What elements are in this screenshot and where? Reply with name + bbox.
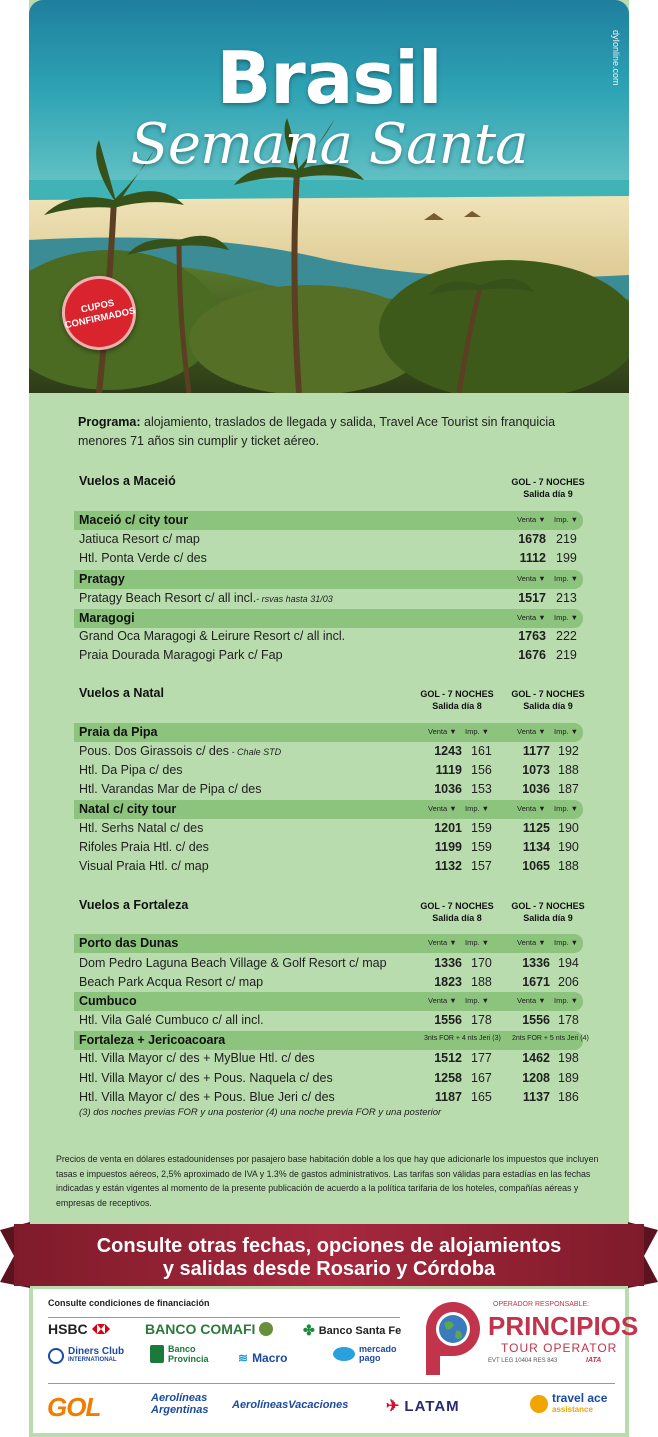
column-header-label: GOL - 7 NOCHES bbox=[511, 689, 585, 699]
banner-text bbox=[0, 1235, 658, 1281]
imp-label: Imp. ▼ bbox=[554, 804, 579, 813]
hotel-row bbox=[79, 821, 203, 835]
venta-price: 1201 bbox=[434, 821, 462, 835]
hotel-name: Pratagy Beach Resort c/ all incl. bbox=[79, 591, 257, 605]
venta-price: 1073 bbox=[522, 763, 550, 777]
imp-price: 159 bbox=[471, 821, 492, 835]
imp-label: Imp. ▼ bbox=[554, 574, 579, 583]
venta-label: Venta ▼ bbox=[517, 515, 546, 524]
venta-price: 1462 bbox=[522, 1051, 550, 1065]
iata-logo: IATA bbox=[586, 1357, 602, 1364]
imp-label: Imp. ▼ bbox=[554, 727, 579, 736]
venta-price: 1065 bbox=[522, 859, 550, 873]
venta-price: 1243 bbox=[434, 744, 462, 758]
imp-price: 157 bbox=[471, 859, 492, 873]
imp-label: Imp. ▼ bbox=[465, 938, 490, 947]
banner-line-2: y salidas desde Rosario y Córdoba bbox=[162, 1258, 496, 1280]
banco-comafi-logo: BANCO COMAFI bbox=[145, 1321, 273, 1337]
group-name: Maragogi bbox=[79, 611, 135, 625]
hotel-note: - Chale STD bbox=[229, 747, 282, 757]
venta-label: Venta ▼ bbox=[428, 996, 457, 1005]
principios-logo-text: PRINCIPIOS bbox=[488, 1311, 639, 1341]
venta-label: Venta ▼ bbox=[517, 804, 546, 813]
venta-price: 1823 bbox=[434, 975, 462, 989]
hotel-name: Dom Pedro Laguna Beach Village & Golf Resort c/ map bbox=[79, 956, 387, 970]
venta-price: 1336 bbox=[434, 956, 462, 970]
imp-price: 161 bbox=[471, 744, 492, 758]
imp-price: 178 bbox=[558, 1013, 579, 1027]
hero-image bbox=[29, 0, 629, 393]
column-header-fortaleza-2 bbox=[508, 900, 588, 924]
hotel-row bbox=[79, 840, 209, 854]
column-header-natal-2 bbox=[508, 688, 588, 712]
venta-price: 1556 bbox=[522, 1013, 550, 1027]
group-header-natal-city-tour bbox=[74, 800, 583, 819]
hotel-name: Rifoles Praia Htl. c/ des bbox=[79, 840, 209, 854]
column-header-fortaleza-1 bbox=[417, 900, 497, 924]
venta-price: 1517 bbox=[518, 591, 546, 605]
imp-price: 153 bbox=[471, 782, 492, 796]
hotel-row bbox=[79, 1090, 335, 1104]
venta-label: Venta ▼ bbox=[517, 574, 546, 583]
programa-label: Programa: bbox=[78, 415, 141, 429]
hotel-name: Beach Park Acqua Resort c/ map bbox=[79, 975, 264, 989]
imp-price: 178 bbox=[471, 1013, 492, 1027]
imp-price: 190 bbox=[558, 821, 579, 835]
financing-label: Consulte condiciones de financiación bbox=[48, 1298, 210, 1308]
stay-note-col1: 3nts FOR + 4 nts Jeri (3) bbox=[424, 1035, 501, 1042]
imp-price: 222 bbox=[556, 629, 577, 643]
disclaimer-text: Precios de venta en dólares estadounidenses por pasajero base habitación doble a los que hay que adicionarle los impuestos que incluyen tasas e impuestos aéreos, 2,5% aproximado de IVA y 1.3% de gastos administrativos. Las tarifas son válidas para estadías en las fechas indicadas y están vigentes al momento de la presente publicación de acuerdo a la política tarifaria de los hoteles, compañías aéreas y empresas de receptivos. bbox=[56, 1154, 599, 1208]
cupos-confirmados-badge: CUPOS CONFIRMADOS bbox=[55, 269, 143, 357]
group-name: Cumbuco bbox=[79, 994, 137, 1008]
group-header-pratagy bbox=[74, 570, 583, 589]
imp-price: 219 bbox=[556, 532, 577, 546]
imp-price: 188 bbox=[558, 859, 579, 873]
credit-text: dyIonline.com bbox=[611, 30, 621, 86]
venta-label: Venta ▼ bbox=[517, 613, 546, 622]
column-header-label: GOL - 7 NOCHES bbox=[420, 901, 494, 911]
venta-price: 1678 bbox=[518, 532, 546, 546]
group-header-maceio-city-tour bbox=[74, 511, 583, 530]
imp-price: 199 bbox=[556, 551, 577, 565]
venta-price: 1036 bbox=[522, 782, 550, 796]
hotel-row bbox=[79, 1013, 264, 1027]
venta-price: 1137 bbox=[522, 1090, 550, 1104]
group-header-fortaleza-jericoacoara bbox=[74, 1031, 589, 1050]
imp-price: 187 bbox=[558, 782, 579, 796]
page-subtitle: Semana Santa bbox=[130, 112, 528, 177]
group-name: Maceió c/ city tour bbox=[79, 513, 189, 527]
venta-price: 1199 bbox=[434, 840, 462, 854]
venta-price: 1258 bbox=[434, 1071, 462, 1085]
diners-club-logo: Diners Club INTERNATIONAL bbox=[48, 1347, 124, 1365]
programa-text bbox=[78, 413, 598, 451]
imp-label: Imp. ▼ bbox=[554, 613, 579, 622]
venta-label: Venta ▼ bbox=[517, 996, 546, 1005]
programa-description: alojamiento, traslados de llegada y salida, Travel Ace Tourist sin franquicia menores 71 años sin cumplir y ticket aéreo. bbox=[78, 415, 556, 448]
hotel-row bbox=[79, 744, 281, 758]
venta-price: 1208 bbox=[522, 1071, 550, 1085]
hotel-row bbox=[79, 956, 387, 970]
venta-label: Venta ▼ bbox=[428, 727, 457, 736]
hotel-name: Praia Dourada Maragogi Park c/ Fap bbox=[79, 648, 283, 662]
hotel-name: Grand Oca Maragogi & Leirure Resort c/ all incl. bbox=[79, 629, 346, 643]
imp-price: 188 bbox=[558, 763, 579, 777]
hotel-name: Htl. Ponta Verde c/ des bbox=[79, 551, 207, 565]
imp-price: 188 bbox=[471, 975, 492, 989]
banco-santa-fe-logo: ✤ Banco Santa Fe bbox=[303, 1322, 402, 1338]
hotel-row bbox=[79, 782, 262, 796]
hotel-name: Htl. Serhs Natal c/ des bbox=[79, 821, 204, 835]
hotel-name: Htl. Varandas Mar de Pipa c/ des bbox=[79, 782, 262, 796]
imp-price: 192 bbox=[558, 744, 579, 758]
footnote: (3) dos noches previas FOR y una posterior (4) una noche previa FOR y una posterior bbox=[79, 1107, 442, 1118]
section-title-fortaleza: Vuelos a Fortaleza bbox=[79, 898, 189, 912]
venta-price: 1112 bbox=[519, 551, 546, 565]
imp-label: Imp. ▼ bbox=[465, 996, 490, 1005]
mercado-pago-logo: mercado pago bbox=[333, 1345, 397, 1363]
hotel-name: Htl. Villa Mayor c/ des + Pous. Blue Jeri c/ des bbox=[79, 1090, 335, 1104]
imp-price: 206 bbox=[558, 975, 579, 989]
hotel-row bbox=[79, 1051, 315, 1065]
handshake-icon bbox=[333, 1347, 355, 1361]
column-header-natal-1 bbox=[417, 688, 497, 712]
hotel-name: Htl. Villa Mayor c/ des + MyBlue Htl. c/ des bbox=[79, 1051, 315, 1065]
column-header-label: GOL - 7 NOCHES bbox=[420, 689, 494, 699]
group-header-cumbuco bbox=[74, 992, 583, 1011]
venta-price: 1763 bbox=[518, 629, 546, 643]
column-header-maceio bbox=[508, 476, 588, 500]
group-header-maragogi bbox=[74, 609, 583, 628]
imp-label: Imp. ▼ bbox=[554, 938, 579, 947]
imp-price: 177 bbox=[471, 1051, 492, 1065]
group-name: Fortaleza + Jericoacoara bbox=[79, 1033, 226, 1047]
aerolineas-argentinas-logo: Aerolíneas Argentinas bbox=[151, 1392, 209, 1416]
venta-price: 1125 bbox=[522, 821, 550, 835]
venta-label: Venta ▼ bbox=[517, 727, 546, 736]
page-title: Brasil bbox=[216, 36, 442, 120]
evt-text: EVT LEG 10404 RES 843 bbox=[488, 1358, 558, 1364]
hotel-row bbox=[79, 648, 283, 662]
imp-price: 156 bbox=[471, 763, 492, 777]
banner-line-1: Consulte otras fechas, opciones de alojamientos bbox=[96, 1235, 562, 1257]
venta-price: 1177 bbox=[522, 744, 550, 758]
provincia-p-icon bbox=[150, 1345, 164, 1363]
latam-logo: ✈ LATAM bbox=[386, 1397, 460, 1415]
imp-price: 167 bbox=[471, 1071, 492, 1085]
hotel-name: Htl. Vila Galé Cumbuco c/ all incl. bbox=[79, 1013, 264, 1027]
column-header-label: GOL - 7 NOCHES bbox=[511, 477, 585, 487]
travel-ace-icon bbox=[530, 1395, 548, 1413]
imp-label: Imp. ▼ bbox=[465, 804, 490, 813]
principios-globe-logo bbox=[420, 1299, 486, 1375]
hotel-name: Pous. Dos Girassois c/ des bbox=[79, 744, 230, 758]
sponsors-panel bbox=[33, 1289, 639, 1433]
venta-price: 1119 bbox=[435, 763, 462, 777]
group-header-porto-das-dunas bbox=[74, 934, 583, 953]
venta-price: 1512 bbox=[434, 1051, 462, 1065]
imp-price: 165 bbox=[471, 1090, 492, 1104]
hotel-note: - rsvas hasta 31/03 bbox=[256, 594, 333, 604]
venta-label: Venta ▼ bbox=[517, 938, 546, 947]
imp-price: 194 bbox=[558, 956, 579, 970]
latam-icon: ✈ bbox=[386, 1398, 401, 1415]
macro-logo: ≋ Macro bbox=[238, 1351, 288, 1365]
operator-label: OPERADOR RESPONSABLE: bbox=[493, 1301, 590, 1308]
gol-logo: GOL bbox=[47, 1392, 101, 1422]
hotel-row bbox=[79, 629, 345, 643]
tour-operator-text: TOUR OPERATOR bbox=[501, 1341, 618, 1355]
comafi-leaf-icon bbox=[259, 1322, 273, 1336]
travel-ace-logo: travel ace assistance bbox=[530, 1393, 607, 1415]
hsbc-hexagon-icon bbox=[92, 1324, 110, 1334]
imp-price: 213 bbox=[556, 591, 577, 605]
imp-price: 190 bbox=[558, 840, 579, 854]
aerolineas-vacaciones-logo: AerolíneasVacaciones bbox=[232, 1399, 349, 1411]
column-header-label: GOL - 7 NOCHES bbox=[511, 901, 585, 911]
hotel-row bbox=[79, 859, 209, 873]
group-name: Porto das Dunas bbox=[79, 936, 179, 950]
divider bbox=[48, 1317, 400, 1318]
imp-price: 189 bbox=[558, 1071, 579, 1085]
imp-price: 219 bbox=[556, 648, 577, 662]
group-header-praia-da-pipa bbox=[74, 723, 583, 742]
banco-provincia-logo: Banco Provincia bbox=[150, 1344, 209, 1364]
hotel-row bbox=[79, 763, 183, 777]
hotel-name: Visual Praia Htl. c/ map bbox=[79, 859, 209, 873]
imp-price: 170 bbox=[471, 956, 492, 970]
venta-price: 1134 bbox=[522, 840, 550, 854]
imp-label: Imp. ▼ bbox=[554, 515, 579, 524]
clover-icon: ✤ bbox=[303, 1322, 315, 1338]
hotel-row bbox=[79, 551, 207, 565]
imp-label: Imp. ▼ bbox=[554, 996, 579, 1005]
imp-price: 198 bbox=[558, 1051, 579, 1065]
section-title-maceio: Vuelos a Maceió bbox=[79, 474, 176, 488]
hotel-name: Htl. Villa Mayor c/ des + Pous. Naquela c/ des bbox=[79, 1071, 333, 1085]
column-header-date: Salida día 9 bbox=[523, 489, 573, 499]
hotel-name: Htl. Da Pipa c/ des bbox=[79, 763, 183, 777]
hotel-name: Jatiuca Resort c/ map bbox=[79, 532, 200, 546]
group-name: Pratagy bbox=[79, 572, 125, 586]
venta-price: 1132 bbox=[434, 859, 462, 873]
group-name: Natal c/ city tour bbox=[79, 802, 177, 816]
hotel-row bbox=[79, 532, 200, 546]
section-title-natal: Vuelos a Natal bbox=[79, 686, 164, 700]
macro-wave-icon: ≋ bbox=[238, 1351, 249, 1365]
imp-price: 186 bbox=[558, 1090, 579, 1104]
hsbc-logo: HSBC bbox=[48, 1321, 110, 1337]
venta-label: Venta ▼ bbox=[428, 804, 457, 813]
hotel-row bbox=[79, 975, 263, 989]
divider bbox=[48, 1383, 615, 1384]
venta-price: 1671 bbox=[522, 975, 550, 989]
group-name: Praia da Pipa bbox=[79, 725, 158, 739]
venta-price: 1676 bbox=[518, 648, 546, 662]
diners-circle-icon bbox=[48, 1348, 64, 1364]
venta-price: 1336 bbox=[522, 956, 550, 970]
column-header-date: Salida día 8 bbox=[432, 913, 482, 923]
hotel-row bbox=[79, 591, 333, 605]
imp-price: 159 bbox=[471, 840, 492, 854]
venta-label: Venta ▼ bbox=[428, 938, 457, 947]
column-header-date: Salida día 9 bbox=[523, 701, 573, 711]
stay-note-col2: 2nts FOR + 5 nts Jeri (4) bbox=[512, 1035, 589, 1042]
venta-price: 1187 bbox=[434, 1090, 462, 1104]
column-header-date: Salida día 8 bbox=[432, 701, 482, 711]
venta-price: 1556 bbox=[434, 1013, 462, 1027]
imp-label: Imp. ▼ bbox=[465, 727, 490, 736]
hotel-row bbox=[79, 1071, 333, 1085]
column-header-date: Salida día 9 bbox=[523, 913, 573, 923]
venta-price: 1036 bbox=[434, 782, 462, 796]
